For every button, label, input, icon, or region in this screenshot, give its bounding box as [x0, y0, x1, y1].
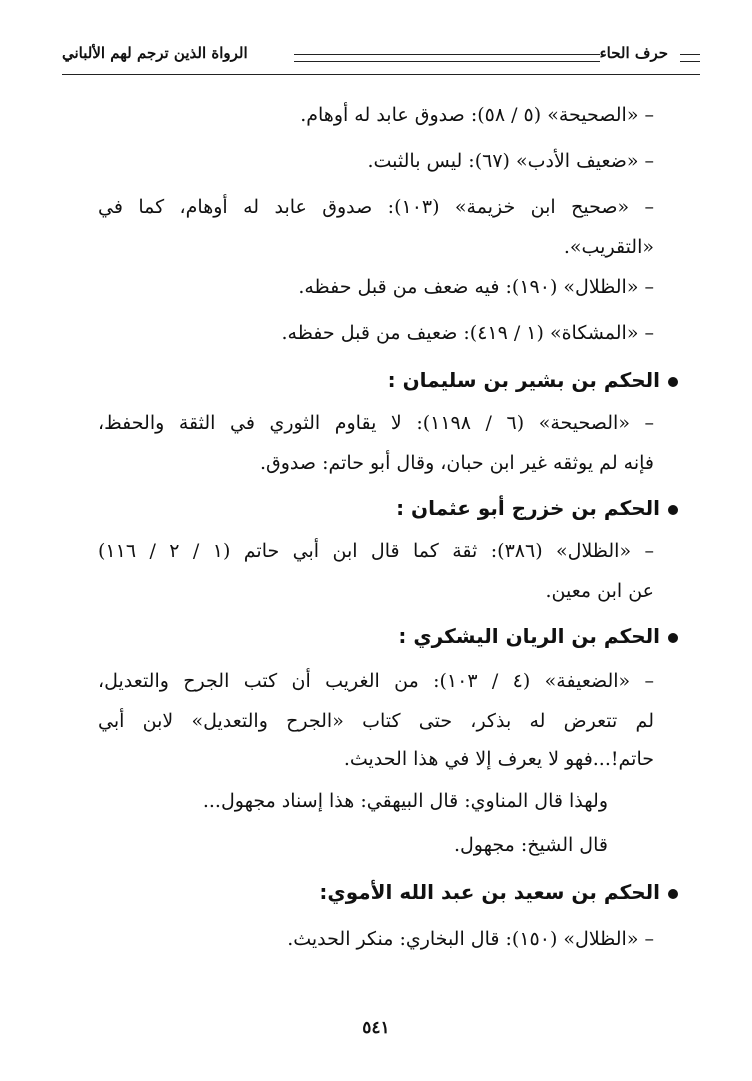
text-line: – «الضعيفة» (٤ / ١٠٣): من الغريب أن كتب الجرح والتعديل،	[98, 670, 655, 692]
narrator-entry-heading	[319, 878, 678, 906]
narrator-entry-heading	[388, 366, 678, 394]
text-line: – «ضعيف الأدب» (٦٧): ليس بالثبت.	[367, 150, 654, 172]
page-number: ٥٤١	[362, 1018, 390, 1038]
header-rule	[294, 54, 600, 62]
header-ornament	[680, 54, 700, 62]
text-line: حاتم!...فهو لا يعرف إلا في هذا الحديث.	[343, 748, 654, 770]
text-line: – «الصحيحة» (٥ / ٥٨): صدوق عابد له أوهام.	[300, 104, 654, 126]
text-line: – «الصحيحة» (٦ / ١١٩٨): لا يقاوم الثوري في الثقة والحفظ،	[98, 412, 655, 434]
text-line: – «الظلال» (٣٨٦): ثقة كما قال ابن أبي حاتم (١ / ٢ / ١١٦)	[98, 540, 654, 562]
bullet-icon	[668, 377, 678, 387]
text-line: ولهذا قال المناوي: قال البيهقي: هذا إسناد مجهول...	[202, 790, 608, 812]
text-line: – «المشكاة» (١ / ٤١٩): ضعيف من قبل حفظه.	[281, 322, 654, 344]
narrator-name: الحكم بن سعيد بن عبد الله الأموي:	[319, 880, 660, 904]
text-line: قال الشيخ: مجهول.	[453, 834, 608, 856]
narrator-name: الحكم بن الريان اليشكري :	[398, 624, 660, 648]
text-line: – «صحيح ابن خزيمة» (١٠٣): صدوق عابد له أوهام، كما في	[98, 196, 654, 218]
text-line: عن ابن معين.	[545, 580, 654, 602]
running-header	[62, 40, 700, 76]
text-line: – «الظلال» (١٥٠): قال البخاري: منكر الحديث.	[287, 928, 654, 950]
bullet-icon	[668, 633, 678, 643]
bullet-icon	[668, 505, 678, 515]
book-title: الرواة الذين ترجم لهم الألباني	[62, 44, 248, 62]
narrator-name: الحكم بن خزرج أبو عثمان :	[396, 496, 660, 520]
text-line: لم تتعرض له بذكر، حتى كتاب «الجرح والتعديل» لابن أبي	[98, 710, 654, 732]
text-line: «التقريب».	[563, 236, 654, 258]
narrator-entry-heading	[398, 622, 678, 650]
narrator-name: الحكم بن بشير بن سليمان :	[387, 368, 660, 392]
bullet-icon	[668, 889, 678, 899]
chapter-title: حرف الحاء	[599, 44, 668, 62]
narrator-entry-heading	[396, 494, 678, 522]
header-underline	[62, 74, 700, 75]
text-line: فإنه لم يوثقه غير ابن حبان، وقال أبو حاتم: صدوق.	[259, 452, 654, 474]
text-line: – «الظلال» (١٩٠): فيه ضعف من قبل حفظه.	[298, 276, 654, 298]
